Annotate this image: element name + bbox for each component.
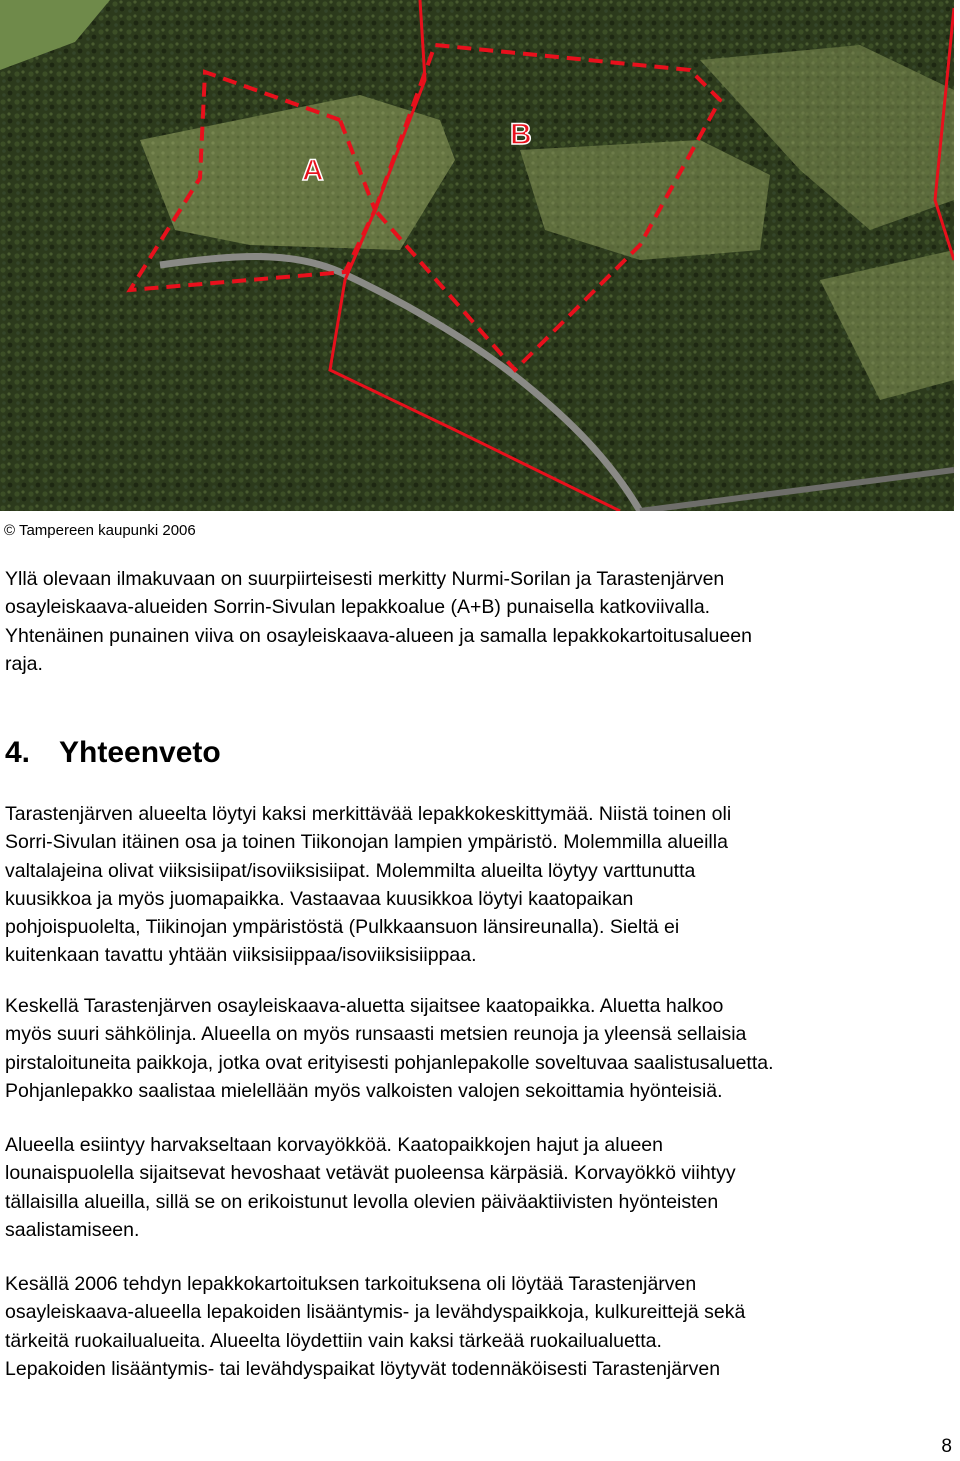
paragraph-4 xyxy=(5,1270,955,1383)
text-line: tällaisilla alueilla, sillä se on erikoistunut levolla olevien päiväaktiivisten hyönteisten xyxy=(5,1190,719,1213)
text-line: Lepakoiden lisääntymis- tai levähdyspaikat löytyvät todennäköisesti Tarastenjärven xyxy=(5,1357,721,1380)
intro-paragraph xyxy=(5,565,955,678)
text-line: pohjoispuolelta, Tiikinojan ympäristöstä (Pulkkaansuon länsireunalla). Sieltä ei xyxy=(5,916,680,939)
text-line: kuitenkaan tavattu yhtään viiksisiippaa/isoviiksisiippaa. xyxy=(5,944,477,967)
page-number: 8 xyxy=(941,1436,952,1457)
text-line: Yllä olevaan ilmakuvaan on suurpiirteisesti merkitty Nurmi-Sorilan ja Tarastenjärven xyxy=(5,568,725,590)
photo-caption: © Tampereen kaupunki 2006 xyxy=(4,522,196,539)
paragraph-2 xyxy=(5,992,955,1105)
text-line: Sorri-Sivulan itäinen osa ja toinen Tiikonojan lampien ympäristö. Molemmilla alueilla xyxy=(5,831,728,854)
label-b: B xyxy=(510,118,532,151)
aerial-photo xyxy=(0,0,954,511)
aerial-photo-graphic xyxy=(0,0,954,511)
text-line: saalistamiseen. xyxy=(5,1218,140,1241)
text-line: Tarastenjärven alueelta löytyi kaksi merkittävää lepakkokeskittymää. Niistä toinen oli xyxy=(5,803,732,825)
text-line: pirstaloituneita paikkoja, jotka ovat erityisesti pohjanlepakolle soveltuvaa saalistusaluetta. xyxy=(5,1051,774,1074)
paragraph-1 xyxy=(5,800,955,970)
text-line: raja. xyxy=(5,652,43,675)
text-line: osayleiskaava-alueella lepakoiden lisääntymis- ja levähdyspaikkoja, kulkureittejä sekä xyxy=(5,1301,746,1324)
text-line: Yhtenäinen punainen viiva on osayleiskaava-alueen ja samalla lepakkokartoitusalueen xyxy=(5,624,752,647)
section-number: 4. xyxy=(5,736,31,769)
text-line: kuusikkoa ja myös juomapaikka. Vastaavaa kuusikkoa löytyi kaatopaikan xyxy=(5,887,634,910)
text-line: myös suuri sähkölinja. Alueella on myös runsaasti metsien reunoja ja yleensä sellaisia xyxy=(5,1023,747,1046)
text-line: lounaispuolella sijaitsevat hevoshaat vetävät puoleensa kärpäsiä. Korvayökkö viihtyy xyxy=(5,1162,736,1185)
text-line: Keskellä Tarastenjärven osayleiskaava-aluetta sijaitsee kaatopaikka. Aluetta halkoo xyxy=(5,995,724,1017)
section-heading xyxy=(5,733,221,773)
text-line: Kesällä 2006 tehdyn lepakkokartoituksen tarkoituksena oli löytää Tarastenjärven xyxy=(5,1273,697,1295)
text-line: tärkeitä ruokailualueita. Alueelta löydettiin vain kaksi tärkeää ruokailualuetta. xyxy=(5,1329,662,1352)
text-line: Pohjanlepakko saalistaa mielellään myös valkoisten valojen sekoittamia hyönteisiä. xyxy=(5,1079,723,1102)
text-line: Alueella esiintyy harvakseltaan korvayökköä. Kaatopaikkojen hajut ja alueen xyxy=(5,1134,663,1156)
text-line: osayleiskaava-alueiden Sorrin-Sivulan lepakkoalue (A+B) punaisella katkoviivalla. xyxy=(5,596,711,619)
text-line: valtalajeina olivat viiksisiipat/isoviiksisiipat. Molemmilta alueilta löytyy varttunutta xyxy=(5,859,696,882)
section-title: Yhteenveto xyxy=(59,736,221,769)
label-a: A xyxy=(302,154,324,187)
paragraph-3 xyxy=(5,1131,955,1244)
